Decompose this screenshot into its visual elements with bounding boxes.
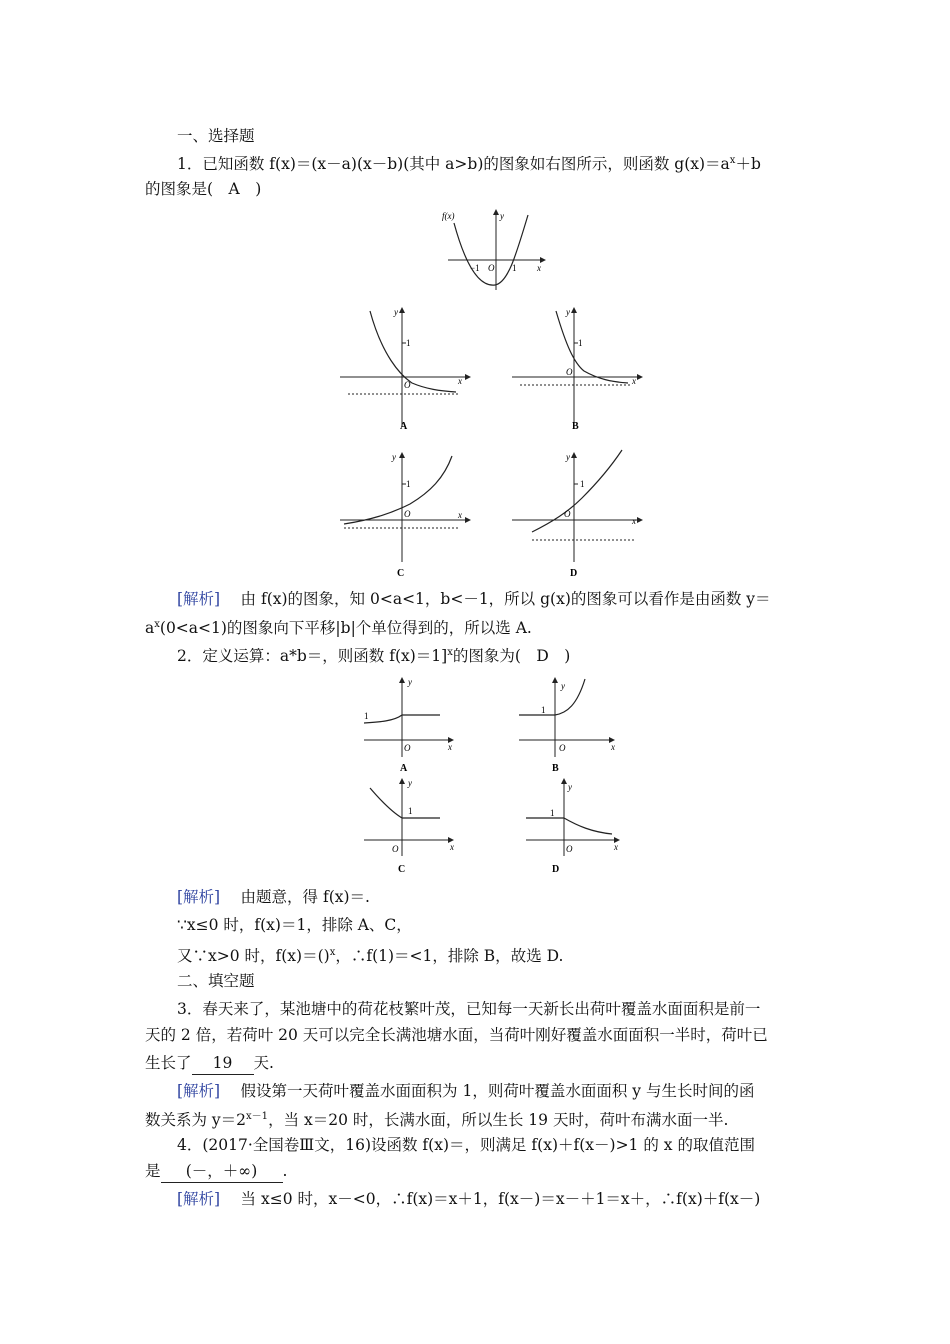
q1-c-x-label: x (458, 510, 462, 520)
q1-main-minus1-label: −1 (470, 263, 480, 273)
q4-stem-line1: 4．(2017·全国卷Ⅲ文，16)设函数 f(x)＝，则满足 f(x)＋f(x－)>1 的 x 的取值范围 (177, 1136, 755, 1154)
q1-stem-text: 1．已知函数 f(x)＝(x－a)(x－b)(其中 a>b)的图象如右图所示，则函数 g(x)＝a (177, 155, 730, 174)
q2-stem-text: 2．定义运算：a*b＝，则函数 f(x)＝1] (177, 647, 448, 666)
q3-analysis-text2a: 数关系为 y＝2 (145, 1111, 247, 1130)
q1-analysis-text1: 由 f(x)的图象，知 0<a<1，b<－1，所以 g(x)的图象可以看作是由函数 y＝ (240, 590, 771, 608)
q1-stem-line2: 的图象是( A ) (145, 180, 262, 198)
q3-analysis-text1: 假设第一天荷叶覆盖水面面积为 1，则荷叶覆盖水面面积 y 与生长时间的函 (240, 1082, 755, 1100)
q1-d-origin-label: O (564, 509, 571, 519)
q1-a-option-label: A (400, 421, 408, 432)
section-heading-choice: 一、选择题 (177, 127, 255, 145)
q1-b-origin-label: O (566, 367, 573, 377)
q3-analysis-exponent: x－1 (246, 1111, 269, 1122)
q2-c-origin-label: O (392, 844, 399, 854)
q1-c-y-label: y (392, 452, 396, 462)
q1-d-one-label: 1 (580, 479, 585, 489)
q1-option-c-graph (340, 450, 475, 580)
q1-option-d-graph (512, 450, 647, 580)
q2-analysis-line3 (177, 942, 563, 967)
q2-c-option-label: C (398, 864, 406, 875)
q2-b-one-label: 1 (541, 705, 546, 715)
section-heading-fill: 二、填空题 (177, 972, 255, 990)
q2-option-c-graph (360, 778, 465, 878)
q1-analysis-text2: (0<a<1)的图象向下平移|b|个单位得到的，所以选 A. (159, 619, 532, 638)
q2-d-origin-label: O (566, 844, 573, 854)
q3-analysis-tag: [解析] (177, 1082, 221, 1100)
q3-stem-text: 生长了 (145, 1054, 192, 1072)
q1-b-y-label: y (566, 307, 570, 317)
q1-a-one-label: 1 (406, 338, 411, 348)
q1-stem-line1 (177, 150, 761, 175)
q1-main-fx-label: f(x) (442, 211, 455, 221)
q1-c-origin-label: O (404, 509, 411, 519)
q2-analysis-tag: [解析] (177, 888, 221, 906)
q2-d-one-label: 1 (550, 808, 555, 818)
q4-stem-line2 (145, 1160, 287, 1183)
q1-d-option-label: D (570, 568, 578, 579)
q2-analysis-text1: 由题意，得 f(x)＝. (240, 888, 370, 906)
q3-analysis-line1 (177, 1080, 754, 1102)
q4-stem-text: 是 (145, 1162, 161, 1180)
q2-analysis-text3b: ，∴f(1)＝<1，排除 B，故选 D. (335, 947, 564, 966)
q3-stem-line1: 3．春天来了，某池塘中的荷花枝繁叶茂，已知每一天新长出荷叶覆盖水面面积是前一 (177, 1000, 761, 1018)
q2-b-origin-label: O (559, 743, 566, 753)
q1-analysis-base: a (145, 619, 155, 638)
q1-a-x-label: x (458, 376, 462, 386)
q2-option-d-graph (522, 778, 632, 878)
q3-analysis-line2 (145, 1106, 728, 1131)
q1-stem-tail: ＋b (735, 155, 761, 174)
q4-stem-tail: . (282, 1162, 288, 1180)
q3-analysis-text2b: ，当 x＝20 时，长满水面，所以生长 19 天时，荷叶布满水面一半. (268, 1111, 729, 1130)
q2-a-one-label: 1 (364, 711, 369, 721)
q1-option-b-graph (512, 305, 647, 435)
q2-option-b-graph (515, 675, 625, 775)
q1-b-option-label: B (572, 421, 579, 432)
q1-stem-exponent: x (729, 155, 736, 166)
q1-d-y-label: y (566, 452, 570, 462)
q1-analysis-line1 (177, 588, 771, 610)
q3-answer-blank: 19 (192, 1052, 254, 1075)
q2-a-origin-label: O (404, 743, 411, 753)
q4-analysis-text1: 当 x≤0 时，x－<0，∴f(x)＝x＋1，f(x－)＝x－＋1＝x＋，∴f(x)＋f(x－) (240, 1190, 761, 1208)
q1-a-y-label: y (394, 307, 398, 317)
q4-answer-blank: (－，＋∞) (161, 1160, 283, 1183)
q2-a-y-label: y (408, 677, 412, 687)
q2-c-x-label: x (450, 842, 454, 852)
q2-a-x-label: x (448, 742, 452, 752)
q2-d-y-label: y (568, 782, 572, 792)
q1-a-origin-label: O (404, 380, 411, 390)
q4-analysis-line1 (177, 1188, 760, 1210)
q2-b-y-label: y (561, 681, 565, 691)
q2-analysis-exponent: x (329, 947, 336, 958)
q1-c-option-label: C (397, 568, 405, 579)
q1-main-figure (440, 205, 550, 295)
q1-analysis-tag: [解析] (177, 590, 221, 608)
q2-c-one-label: 1 (408, 806, 413, 816)
q2-b-option-label: B (552, 763, 559, 774)
q1-b-x-label: x (632, 376, 636, 386)
q2-analysis-line2: ∵x≤0 时，f(x)＝1，排除 A、C， (177, 916, 412, 934)
q2-b-x-label: x (611, 742, 615, 752)
q2-stem-exponent: x (447, 647, 453, 658)
q1-main-one-label: 1 (512, 263, 517, 273)
q1-main-origin-label: O (488, 263, 495, 273)
q1-d-x-label: x (632, 516, 636, 526)
q2-analysis-text3a: 又∵x>0 时，f(x)＝() (177, 947, 330, 966)
q1-c-one-label: 1 (406, 479, 411, 489)
q3-stem-line2: 天的 2 倍，若荷叶 20 天可以完全长满池塘水面，当荷叶刚好覆盖水面面积一半时，荷叶已 (145, 1026, 768, 1044)
q2-analysis-line1 (177, 886, 370, 908)
q2-option-a-graph (360, 675, 465, 775)
q2-stem (177, 642, 570, 667)
q2-d-option-label: D (552, 864, 560, 875)
q1-b-one-label: 1 (578, 338, 583, 348)
q3-stem-tail: 天. (253, 1054, 274, 1072)
q1-analysis-exponent: x (154, 619, 160, 630)
q3-stem-line3 (145, 1052, 274, 1075)
q2-stem-tail: 的图象为( D ) (452, 647, 571, 666)
q2-c-y-label: y (408, 778, 412, 788)
q1-analysis-line2 (145, 614, 532, 639)
q1-option-a-graph (340, 305, 475, 435)
q2-a-option-label: A (400, 763, 408, 774)
q1-main-y-label: y (500, 211, 504, 221)
q2-d-x-label: x (614, 842, 618, 852)
q1-main-x-label: x (537, 263, 541, 273)
q4-analysis-tag: [解析] (177, 1190, 221, 1208)
